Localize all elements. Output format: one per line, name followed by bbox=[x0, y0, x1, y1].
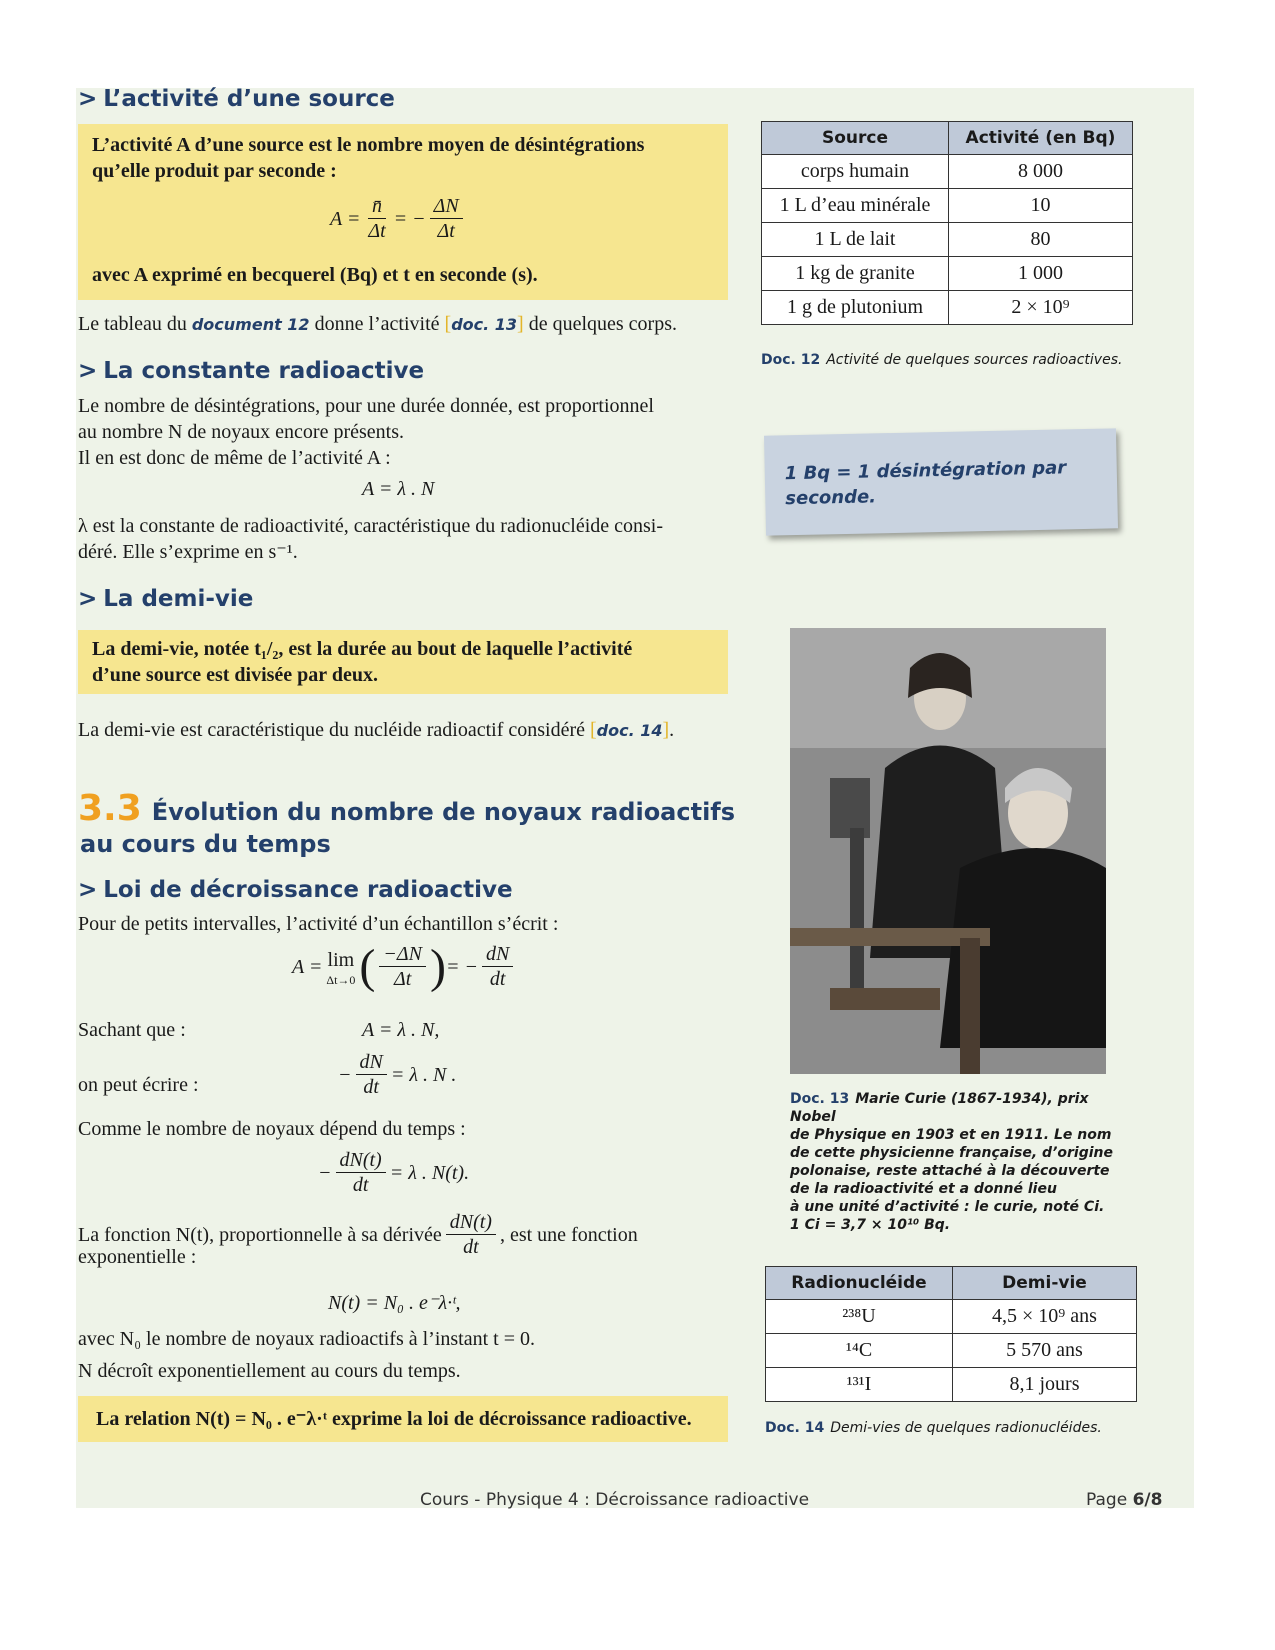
comme-dt: dt bbox=[352, 1174, 369, 1196]
limit-equals-minus: = − bbox=[445, 955, 478, 978]
constante-line-3: Il en est donc de même de l’activité A : bbox=[78, 447, 391, 469]
demi-vie-text-after: . bbox=[669, 719, 675, 741]
fonction-dt: dt bbox=[463, 1236, 479, 1258]
fonction-after: , est une fonction bbox=[499, 1223, 638, 1246]
caption-doc13-line: de la radioactivité et a donné lieu bbox=[790, 1181, 1057, 1197]
conclusion-text: La relation N(t) = N₀ . e⁻λ·ᵗ exprime la loi de décroissance radioactive. bbox=[96, 1408, 692, 1430]
heading-demi-vie bbox=[78, 586, 253, 612]
caption-doc13-line: de Physique en 1903 et en 1911. Le nom bbox=[790, 1127, 1112, 1143]
footer-page bbox=[1086, 1490, 1162, 1510]
limit-formula: A = lim Δt→0 ( $\frac{-\Delta N}{\Delta t}$ ) = − $\frac{dN}{dt}$ bbox=[292, 942, 517, 991]
caption-doc13-line: polonaise, reste attaché à la découverte bbox=[790, 1163, 1110, 1179]
table-row bbox=[762, 223, 1133, 257]
caption-doc12-num: Doc. 12 bbox=[761, 352, 821, 368]
link-doc-14[interactable]: doc. 14 bbox=[596, 721, 663, 740]
constante-line-1: Le nombre de désintégrations, pour une durée donnée, est proportionnel bbox=[78, 395, 654, 417]
heading-activite bbox=[78, 86, 395, 112]
note-becquerel bbox=[764, 428, 1118, 535]
caption-doc13-num: Doc. 13 bbox=[790, 1091, 850, 1107]
heading-activite-text: L’activité d’une source bbox=[103, 86, 395, 112]
formula-numerator-dN: ΔN bbox=[430, 194, 463, 219]
caption-doc13-line: 1 Ci = 3,7 × 10¹⁰ Bq. bbox=[790, 1217, 951, 1233]
exponentielle-label: exponentielle : bbox=[78, 1246, 197, 1268]
tableau-text-mid: donne l’activité bbox=[309, 313, 445, 335]
comme-line: Comme le nombre de noyaux dépend du temps : bbox=[78, 1118, 466, 1140]
note-line-2: seconde. bbox=[785, 486, 877, 510]
loi-intro: Pour de petits intervalles, l’activité d’un échantillon s’écrit : bbox=[78, 913, 559, 935]
heading-loi bbox=[78, 877, 513, 903]
limit-word: lim bbox=[327, 948, 355, 971]
constante-line-2: au nombre N de noyaux encore présents. bbox=[78, 421, 404, 443]
table14-cell: 4,5 × 10⁹ ans bbox=[953, 1300, 1137, 1334]
formula-denominator-dt-2: Δt bbox=[437, 220, 455, 242]
footer-title: Cours - Physique 4 : Décroissance radioactive bbox=[420, 1490, 810, 1510]
table12-cell: 8 000 bbox=[949, 155, 1133, 189]
table12-cell: 1 L d’eau minérale bbox=[762, 189, 949, 223]
caption-doc13-line: de cette physicienne française, d’origine bbox=[790, 1145, 1113, 1161]
definition-line-2: qu’elle produit par seconde : bbox=[92, 160, 337, 182]
fonction-before: La fonction N(t), proportionnelle à sa dérivée bbox=[78, 1223, 442, 1246]
definition-line-1: L’activité A d’une source est le nombre moyen de désintégrations bbox=[92, 134, 645, 156]
on-peut-rhs: = λ . N . bbox=[390, 1063, 457, 1086]
table12-cell: 2 × 10⁹ bbox=[949, 291, 1133, 325]
table-row bbox=[762, 155, 1133, 189]
section-title-line-1: Évolution du nombre de noyaux radioactifs bbox=[151, 798, 736, 826]
on-peut-formula: − $\frac{dN}{dt}$ = λ . N . bbox=[338, 1051, 457, 1098]
tableau-text-after: de quelques corps. bbox=[523, 313, 677, 335]
sachant-label: Sachant que : bbox=[78, 1019, 186, 1041]
definition-box-demi-vie bbox=[78, 630, 728, 694]
chevron-right-icon: > bbox=[78, 358, 98, 384]
heading-constante-text: La constante radioactive bbox=[103, 358, 425, 384]
caption-doc12 bbox=[761, 352, 1122, 368]
caption-doc13-line: Marie Curie (1867-1934), prix Nobel bbox=[790, 1091, 1089, 1125]
tableau-sentence: Le tableau du document 12 donne l’activité [doc. 13] de quelques corps. bbox=[78, 313, 677, 335]
limit-denominator: Δt bbox=[394, 968, 412, 990]
demi-vie-def-line-2: d’une source est divisée par deux. bbox=[92, 664, 378, 686]
section-title-line-2: au cours du temps bbox=[80, 830, 331, 858]
caption-doc14-text: Demi-vies de quelques radionucléides. bbox=[830, 1420, 1102, 1436]
chevron-right-icon: > bbox=[78, 86, 98, 112]
formula-lhs: A = bbox=[330, 207, 361, 230]
caption-doc14-num: Doc. 14 bbox=[765, 1420, 825, 1436]
table14-cell: ¹³¹I bbox=[766, 1368, 953, 1402]
table12-cell: corps humain bbox=[762, 155, 949, 189]
table-row bbox=[762, 257, 1133, 291]
section-number: 3.3 bbox=[78, 788, 142, 829]
table14-cell: 5 570 ans bbox=[953, 1334, 1137, 1368]
table14-header-radionucleide: Radionucléide bbox=[766, 1267, 953, 1300]
heading-demi-vie-text: La demi-vie bbox=[103, 586, 254, 612]
table12-cell: 80 bbox=[949, 223, 1133, 257]
table14-header-demi-vie: Demi-vie bbox=[953, 1267, 1137, 1300]
table14-cell: 8,1 jours bbox=[953, 1368, 1137, 1402]
comme-dNt: dN(t) bbox=[336, 1148, 386, 1173]
formula-denominator-dt: Δt bbox=[368, 220, 386, 242]
definition-box-activite bbox=[78, 124, 728, 300]
caption-doc13 bbox=[790, 1090, 1130, 1234]
formula-A-lambda-N: A = λ . N bbox=[362, 478, 435, 500]
decroit-line: N décroît exponentiellement au cours du temps. bbox=[78, 1360, 461, 1382]
demi-vie-sentence: La demi-vie est caractéristique du nucléide radioactif considéré [doc. 14]. bbox=[78, 719, 675, 741]
photo-illustration bbox=[790, 628, 1106, 1074]
table-doc14 bbox=[765, 1266, 1137, 1402]
table-row bbox=[762, 189, 1133, 223]
caption-doc12-text: Activité de quelques sources radioactives. bbox=[826, 352, 1123, 368]
conclusion-box bbox=[78, 1396, 728, 1442]
limit-subscript: Δt→0 bbox=[326, 972, 356, 987]
constante-paragraph bbox=[78, 393, 738, 471]
sachant-formula: A = λ . N, bbox=[362, 1019, 440, 1041]
on-peut-dN: dN bbox=[356, 1050, 387, 1075]
heading-constante bbox=[78, 358, 424, 384]
activity-formula bbox=[330, 194, 467, 243]
table-doc12 bbox=[761, 121, 1133, 325]
formula-numerator-n: n̄ bbox=[368, 194, 386, 219]
lambda-line-1: λ est la constante de radioactivité, caractéristique du radionucléide consi- bbox=[78, 515, 664, 537]
formula-equals-minus: = − bbox=[393, 207, 426, 230]
lambda-paragraph bbox=[78, 513, 738, 565]
table-row bbox=[766, 1368, 1137, 1402]
on-peut-label: on peut écrire : bbox=[78, 1074, 199, 1096]
on-peut-dt: dt bbox=[363, 1076, 379, 1098]
chevron-right-icon: > bbox=[78, 877, 98, 903]
limit-numerator: −ΔN bbox=[379, 942, 426, 967]
exponential-formula: N(t) = N₀ . e⁻λ·ᵗ, bbox=[328, 1292, 461, 1314]
table12-cell: 10 bbox=[949, 189, 1133, 223]
limit-dN: dN bbox=[482, 942, 513, 967]
caption-doc14 bbox=[765, 1420, 1102, 1436]
comme-rhs: = λ . N(t). bbox=[389, 1161, 470, 1184]
table12-header-source: Source bbox=[762, 122, 949, 155]
comme-formula: − $\frac{dN(t)}{dt}$ = λ . N(t). bbox=[318, 1149, 470, 1196]
table-row bbox=[766, 1334, 1137, 1368]
avec-N0-line: avec N₀ le nombre de noyaux radioactifs à l’instant t = 0. bbox=[78, 1328, 535, 1350]
link-doc-13[interactable]: doc. 13 bbox=[451, 315, 518, 334]
table12-header-activite: Activité (en Bq) bbox=[949, 122, 1133, 155]
link-document-12[interactable]: document 12 bbox=[191, 315, 310, 334]
unit-line: avec A exprimé en becquerel (Bq) et t en seconde (s). bbox=[92, 264, 538, 286]
section-title bbox=[78, 788, 735, 829]
table12-cell: 1 kg de granite bbox=[762, 257, 949, 291]
table14-cell: ¹⁴C bbox=[766, 1334, 953, 1368]
photo-marie-curie bbox=[790, 628, 1106, 1074]
footer-page-number: 6/8 bbox=[1132, 1490, 1163, 1510]
lambda-line-2: déré. Elle s’exprime en s⁻¹. bbox=[78, 541, 298, 563]
table12-cell: 1 000 bbox=[949, 257, 1133, 291]
table-row bbox=[766, 1300, 1137, 1334]
note-line-1: 1 Bq = 1 désintégration par bbox=[784, 457, 1067, 485]
demi-vie-text-before: La demi-vie est caractéristique du nucléide radioactif considéré bbox=[78, 719, 590, 741]
tableau-text-before: Le tableau du bbox=[78, 313, 192, 335]
demi-vie-def-line-1: La demi-vie, notée t₁/₂, est la durée au bout de laquelle l’activité bbox=[92, 638, 633, 660]
caption-doc13-line: à une unité d’activité : le curie, noté Ci. bbox=[790, 1199, 1105, 1215]
table14-cell: ²³⁸U bbox=[766, 1300, 953, 1334]
limit-lhs: A = bbox=[292, 955, 323, 978]
table-row bbox=[762, 291, 1133, 325]
fonction-dNt: dN(t) bbox=[446, 1210, 496, 1235]
footer-page-label: Page bbox=[1086, 1490, 1133, 1510]
table12-cell: 1 L de lait bbox=[762, 223, 949, 257]
heading-loi-text: Loi de décroissance radioactive bbox=[103, 877, 513, 903]
chevron-right-icon: > bbox=[78, 586, 98, 612]
limit-dt: dt bbox=[489, 968, 506, 990]
table12-cell: 1 g de plutonium bbox=[762, 291, 949, 325]
